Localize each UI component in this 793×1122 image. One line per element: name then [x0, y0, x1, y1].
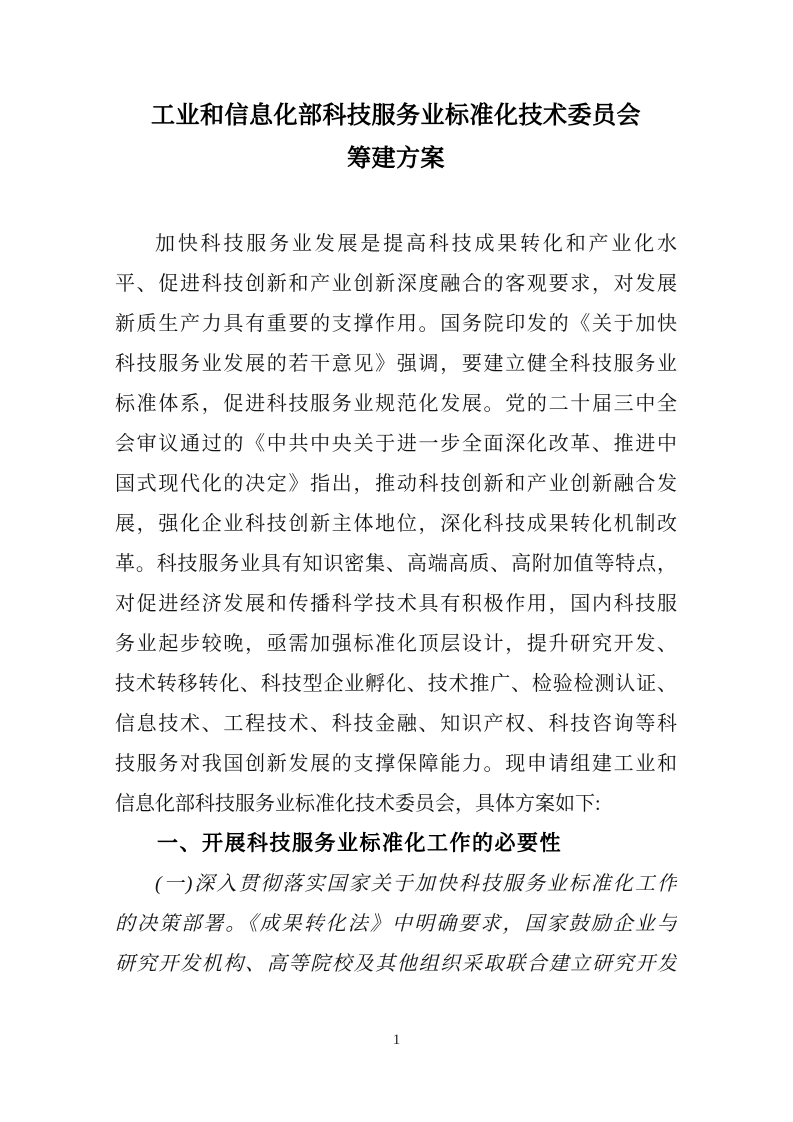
- paragraph: [115, 864, 677, 984]
- text-line: 标准体系，促进科技服务业规范化发展。党的二十届三中全: [115, 393, 677, 415]
- text-line: 革。科技服务业具有知识密集、高端高质、高附加值等特点，: [115, 553, 677, 575]
- text-line: 国式现代化的决定》指出，推动科技创新和产业创新融合发: [115, 473, 677, 495]
- document-title-line-2: 筹建方案: [347, 145, 445, 172]
- text-line: 技服务对我国创新发展的支撑保障能力。现申请组建工业和: [115, 753, 677, 775]
- text-line: 信息技术、工程技术、科技金融、知识产权、科技咨询等科: [115, 713, 677, 735]
- section-heading: 一、开展科技服务业标准化工作的必要性: [157, 832, 562, 855]
- document-title: [115, 94, 677, 180]
- text-line: 的决策部署。《成果转化法》中明确要求，国家鼓励企业与: [115, 913, 677, 935]
- text-line: 加快科技服务业发展是提高科技成果转化和产业化水: [155, 233, 677, 255]
- document-title-line-1: 工业和信息化部科技服务业标准化技术委员会: [151, 102, 641, 129]
- text-line: 研究开发机构、高等院校及其他组织采取联合建立研究开发: [115, 953, 677, 975]
- paragraph: [115, 224, 677, 824]
- text-line: 信息化部科技服务业标准化技术委员会，具体方案如下:: [115, 793, 601, 815]
- text-line: 平、促进科技创新和产业创新深度融合的客观要求，对发展: [115, 273, 677, 295]
- text-line: 对促进经济发展和传播科学技术具有积极作用，国内科技服: [115, 593, 677, 615]
- text-line: 科技服务业发展的若干意见》强调，要建立健全科技服务业: [115, 353, 677, 375]
- text-line: 新质生产力具有重要的支撑作用。国务院印发的《关于加快: [115, 313, 677, 335]
- text-line: 会审议通过的《中共中央关于进一步全面深化改革、推进中: [115, 433, 677, 455]
- document-body: [115, 224, 677, 984]
- text-line: (一)深入贯彻落实国家关于加快科技服务业标准化工作: [155, 873, 677, 895]
- page-number: 1: [392, 1032, 401, 1048]
- text-line: 技术转移转化、科技型企业孵化、技术推广、检验检测认证、: [115, 673, 677, 695]
- page-content: [115, 0, 677, 984]
- text-line: 务业起步较晚，亟需加强标准化顶层设计，提升研究开发、: [115, 633, 677, 655]
- text-line: 展，强化企业科技创新主体地位，深化科技成果转化机制改: [115, 513, 677, 535]
